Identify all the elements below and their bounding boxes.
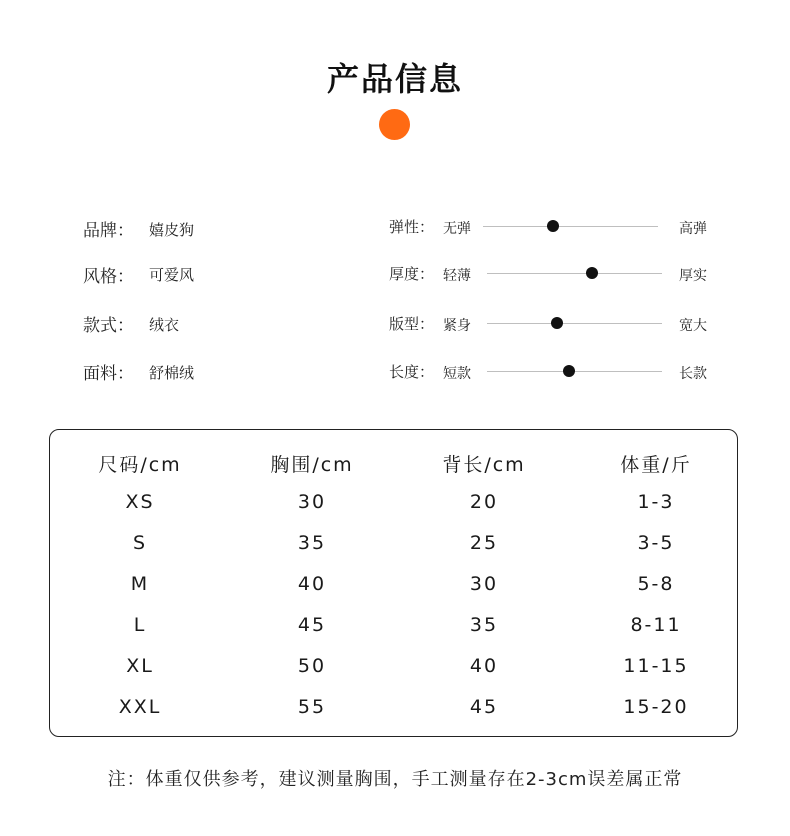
cell-weight: 1-3 — [637, 491, 675, 513]
fabric-value: 舒棉绒 — [149, 364, 195, 382]
cell-weight: 11-15 — [623, 655, 689, 677]
page-title: 产品信息 — [326, 60, 463, 98]
cell-chest: 35 — [297, 532, 327, 554]
style-value: 可爱风 — [149, 266, 195, 284]
type-value: 绒衣 — [149, 316, 180, 334]
cell-size: M — [130, 573, 150, 595]
thickness-track — [487, 273, 662, 274]
cell-weight: 3-5 — [637, 532, 675, 554]
brand-label: 品牌： — [83, 221, 134, 241]
header-weight: 体重/斤 — [620, 454, 692, 476]
elasticity-min: 无弹 — [443, 221, 471, 237]
cell-chest: 40 — [297, 573, 327, 595]
thickness-knob — [586, 267, 598, 279]
fit-label: 版型： — [389, 315, 435, 333]
cell-size: XXL — [118, 696, 162, 718]
fit-min: 紧身 — [443, 318, 471, 334]
thickness-min: 轻薄 — [443, 268, 471, 284]
accent-dot — [379, 109, 410, 140]
elasticity-track — [483, 226, 658, 227]
measurement-note: 注：体重仅供参考，建议测量胸围，手工测量存在2-3cm误差属正常 — [107, 769, 683, 790]
thickness-max: 厚实 — [679, 268, 707, 284]
header-chest: 胸围/cm — [270, 454, 354, 476]
elasticity-knob — [547, 220, 559, 232]
cell-chest: 55 — [297, 696, 327, 718]
cell-chest: 50 — [297, 655, 327, 677]
cell-weight: 15-20 — [623, 696, 689, 718]
style-label: 风格： — [83, 267, 134, 287]
fit-max: 宽大 — [679, 318, 707, 334]
cell-back-length: 25 — [469, 532, 499, 554]
cell-back-length: 45 — [469, 696, 499, 718]
cell-size: XL — [126, 655, 154, 677]
cell-size: XS — [125, 491, 155, 513]
cell-size: S — [132, 532, 148, 554]
cell-back-length: 35 — [469, 614, 499, 636]
brand-value: 嬉皮狗 — [149, 221, 195, 239]
cell-chest: 30 — [297, 491, 327, 513]
header-size: 尺码/cm — [98, 454, 182, 476]
fabric-label: 面料： — [83, 364, 134, 384]
cell-chest: 45 — [297, 614, 327, 636]
length-min: 短款 — [443, 366, 471, 382]
cell-size: L — [133, 614, 147, 636]
length-max: 长款 — [679, 366, 707, 382]
length-knob — [563, 365, 575, 377]
length-label: 长度： — [389, 363, 435, 381]
type-label: 款式： — [83, 316, 134, 336]
thickness-label: 厚度： — [389, 265, 435, 283]
cell-weight: 5-8 — [637, 573, 675, 595]
header-back-length: 背长/cm — [442, 454, 526, 476]
cell-back-length: 30 — [469, 573, 499, 595]
cell-weight: 8-11 — [630, 614, 682, 636]
fit-knob — [551, 317, 563, 329]
fit-track — [487, 323, 662, 324]
cell-back-length: 40 — [469, 655, 499, 677]
cell-back-length: 20 — [469, 491, 499, 513]
elasticity-label: 弹性： — [389, 218, 435, 236]
elasticity-max: 高弹 — [679, 221, 707, 237]
